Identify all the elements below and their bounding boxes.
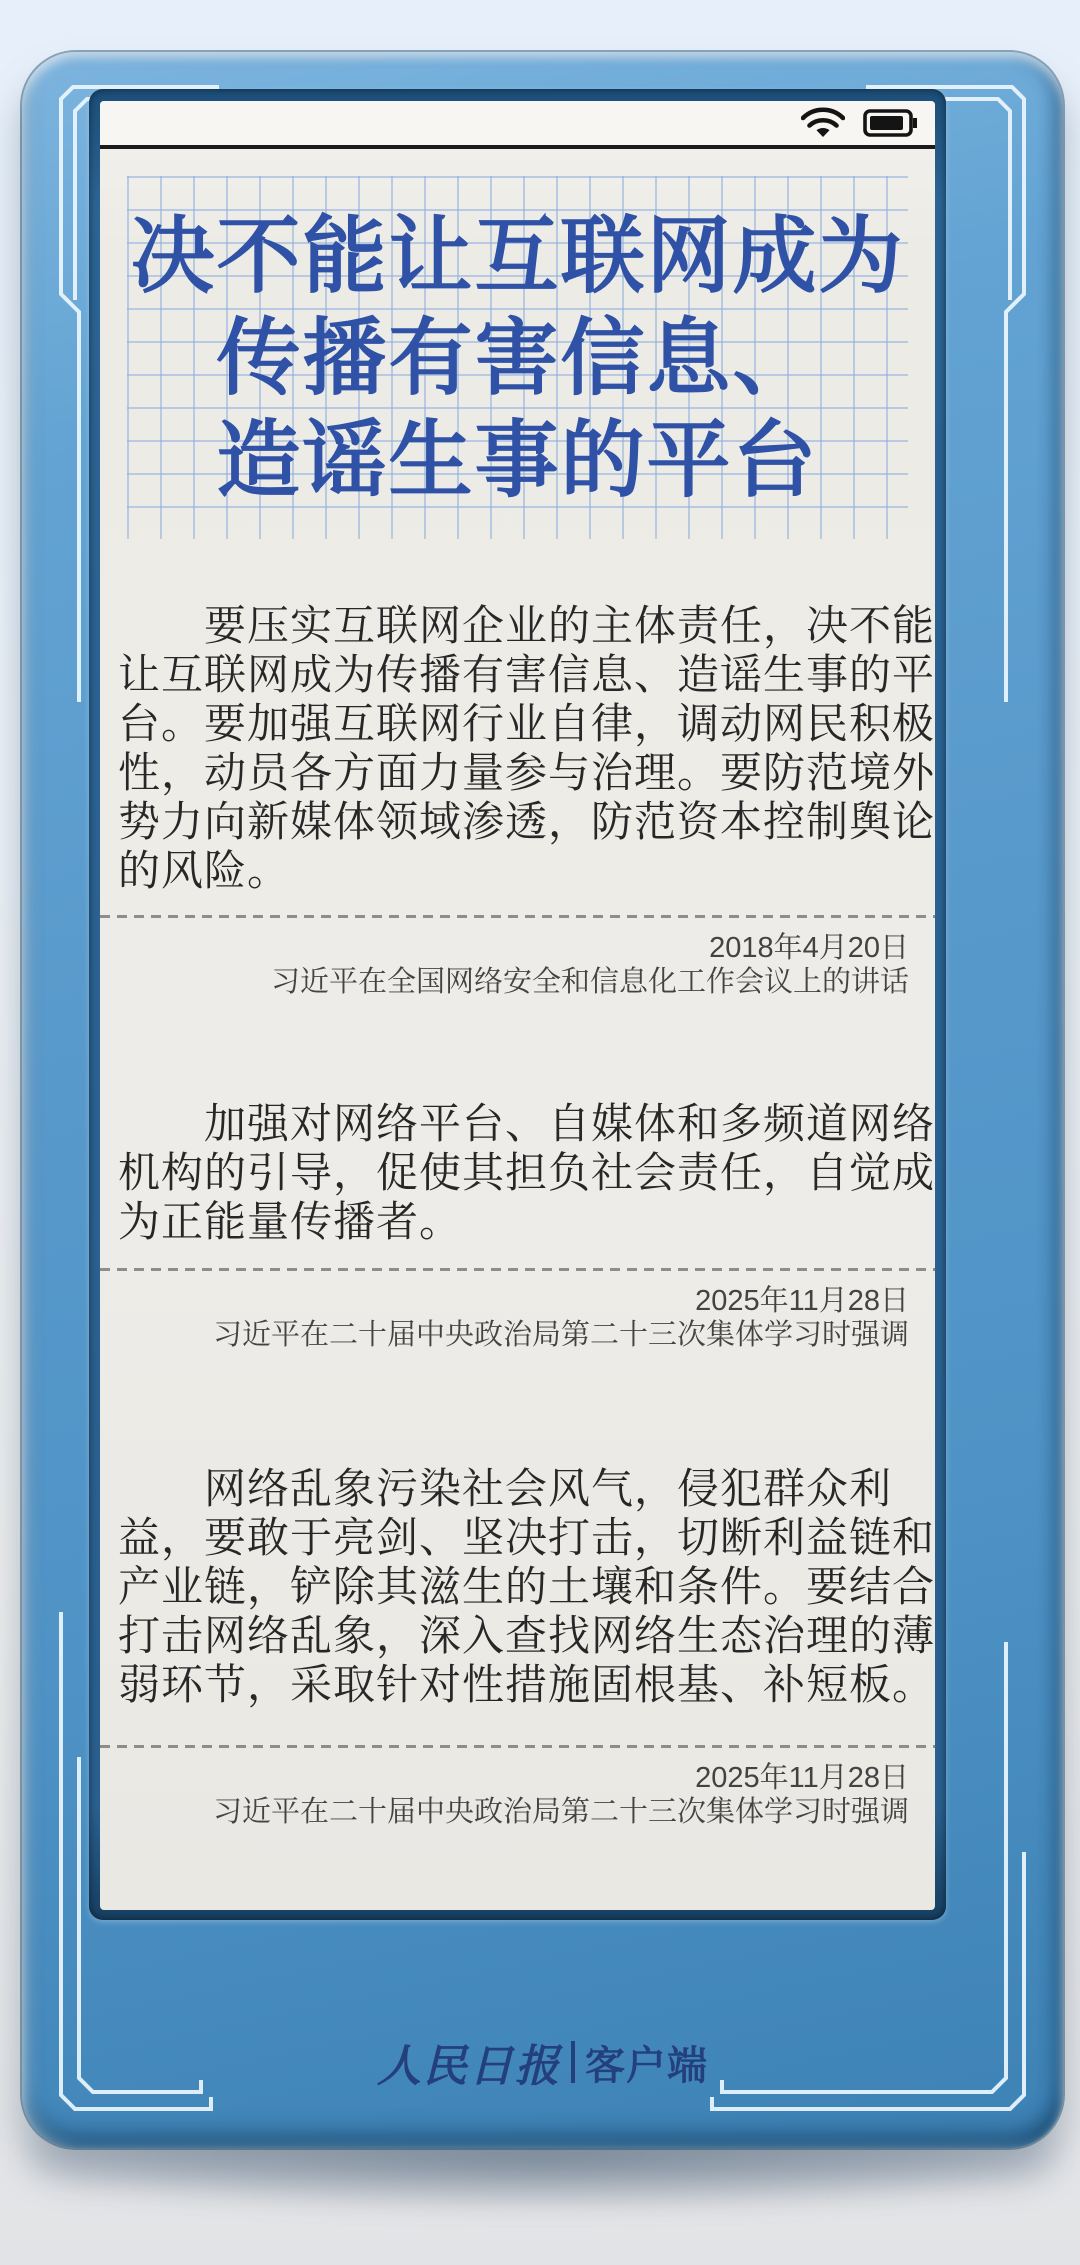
quote-line: 产业链，铲除其滋生的土壤和条件。要结合 <box>118 1565 935 1611</box>
title-line: 造谣生事的平台 <box>216 412 819 507</box>
screen <box>100 101 935 1910</box>
quote-source: 习近平在二十届中央政治局第二十三次集体学习时强调 <box>212 1319 909 1351</box>
page-title <box>127 205 908 511</box>
quote-divider-1 <box>100 915 935 918</box>
quote-block-1 <box>118 603 935 897</box>
quote-line: 益，要敢于亮剑、坚决打击，切断利益链和 <box>118 1516 935 1562</box>
quote-line: 性，动员各方面力量参与治理。要防范境外 <box>118 751 935 797</box>
quote-attribution-3 <box>213 1761 909 1829</box>
quote-line: 加强对网络平台、自媒体和多频道网络 <box>204 1102 935 1148</box>
quote-date: 2018年4月20日 <box>709 932 909 964</box>
quote-line: 机构的引导，促使其担负社会责任，自觉成 <box>118 1151 935 1197</box>
screen-bezel <box>89 89 946 1920</box>
quote-source: 习近平在二十届中央政治局第二十三次集体学习时强调 <box>212 1796 909 1828</box>
quote-line: 势力向新媒体领域渗透，防范资本控制舆论 <box>118 800 935 846</box>
wifi-icon <box>801 106 845 140</box>
status-bar <box>100 101 935 145</box>
quote-line: 为正能量传播者。 <box>118 1200 463 1246</box>
quote-attribution-1 <box>271 931 909 999</box>
brand-script-text: 人民日报 <box>377 2042 561 2091</box>
title-line: 传播有害信息、 <box>216 310 819 405</box>
quote-line: 让互联网成为传播有害信息、造谣生事的平 <box>118 653 935 699</box>
quote-line: 台。要加强互联网行业自律，调动网民积极 <box>118 702 935 748</box>
grid-paper <box>127 176 908 539</box>
quote-date: 2025年11月28日 <box>695 1285 909 1317</box>
battery-icon <box>863 108 919 138</box>
quote-source: 习近平在全国网络安全和信息化工作会议上的讲话 <box>270 966 909 998</box>
quote-date: 2025年11月28日 <box>695 1762 909 1794</box>
quote-block-3 <box>118 1466 935 1711</box>
quote-divider-2 <box>100 1268 935 1271</box>
quote-line: 网络乱象污染社会风气，侵犯群众利 <box>204 1467 893 1513</box>
quote-line: 打击网络乱象，深入查找网络生态治理的薄 <box>118 1614 935 1660</box>
quote-line: 要压实互联网企业的主体责任，决不能 <box>204 604 935 650</box>
status-bar-divider <box>100 145 935 149</box>
quote-attribution-2 <box>213 1284 909 1352</box>
brand-suffix-text: 客户端 <box>585 2043 708 2088</box>
quote-line: 的风险。 <box>118 849 291 895</box>
quote-divider-3 <box>100 1745 935 1748</box>
quote-line: 弱环节，采取针对性措施固根基、补短板。 <box>118 1663 935 1709</box>
title-line: 决不能让互联网成为 <box>130 208 905 303</box>
quote-block-2 <box>118 1101 935 1248</box>
